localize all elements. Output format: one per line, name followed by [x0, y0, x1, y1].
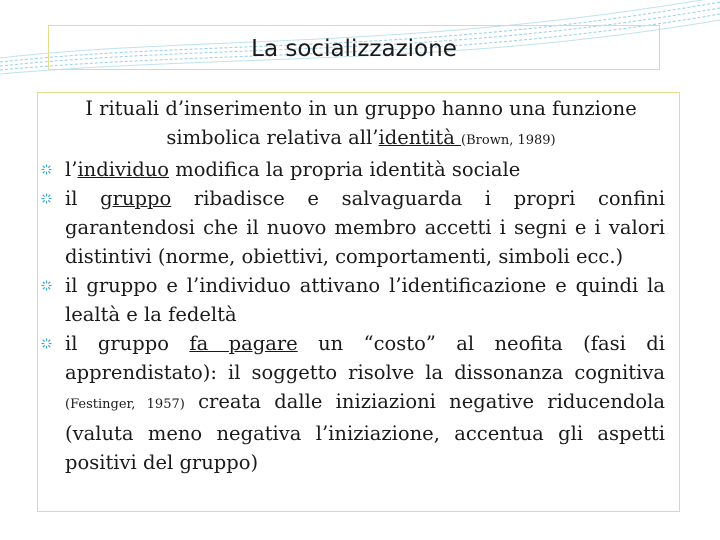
sun-bullet-icon	[41, 164, 52, 175]
bullet-underlined: gruppo	[100, 187, 172, 210]
bullet-item	[65, 155, 665, 184]
bullet-underlined: individuo	[77, 158, 169, 181]
intro-line-1: I rituali d’inserimento in un gruppo hanno una funzione	[85, 97, 637, 120]
bullet-text: il gruppo	[65, 332, 190, 355]
bullet-underlined: pagare	[228, 332, 298, 355]
bullet-text: ribadisce e salvaguarda i propri confini garantendosi che il nuovo membro accetti i segni e i valori distintivi (norme, obiettivi, comportamenti, simboli ecc.)	[65, 187, 666, 268]
bullet-text: creata dalle iniziazioni negative riducendola (valuta meno negativa l’iniziazione, accentua gli aspetti positivi del gruppo)	[65, 390, 665, 474]
intro-line-2: simbolica relativa all’	[166, 126, 379, 149]
bullet-text: il	[65, 187, 101, 210]
page-title: La socializzazione	[251, 36, 457, 62]
bullet-underlined: fa	[189, 332, 229, 355]
bullet-text: un “costo” al neofita (fasi di apprendistato): il soggetto risolve la dissonanza cognitiva	[65, 332, 665, 384]
intro-paragraph	[57, 94, 665, 155]
sun-bullet-icon	[41, 193, 52, 204]
intro-citation: (Brown, 1989)	[461, 133, 556, 148]
bullet-text: il gruppo e l’individuo attivano l’identificazione e quindi la lealtà e la fedeltà	[65, 274, 665, 326]
bullet-text: l’	[65, 158, 78, 181]
bullet-text: modifica la propria identità sociale	[169, 158, 521, 181]
bullet-item	[65, 271, 665, 329]
bullet-citation: (Festinger, 1957)	[65, 397, 185, 412]
sun-bullet-icon	[41, 338, 52, 349]
sun-bullet-icon	[41, 280, 52, 291]
bullet-item	[65, 329, 665, 477]
bullet-item	[65, 184, 665, 271]
content-body	[65, 94, 665, 477]
intro-underlined: identità	[378, 126, 462, 149]
